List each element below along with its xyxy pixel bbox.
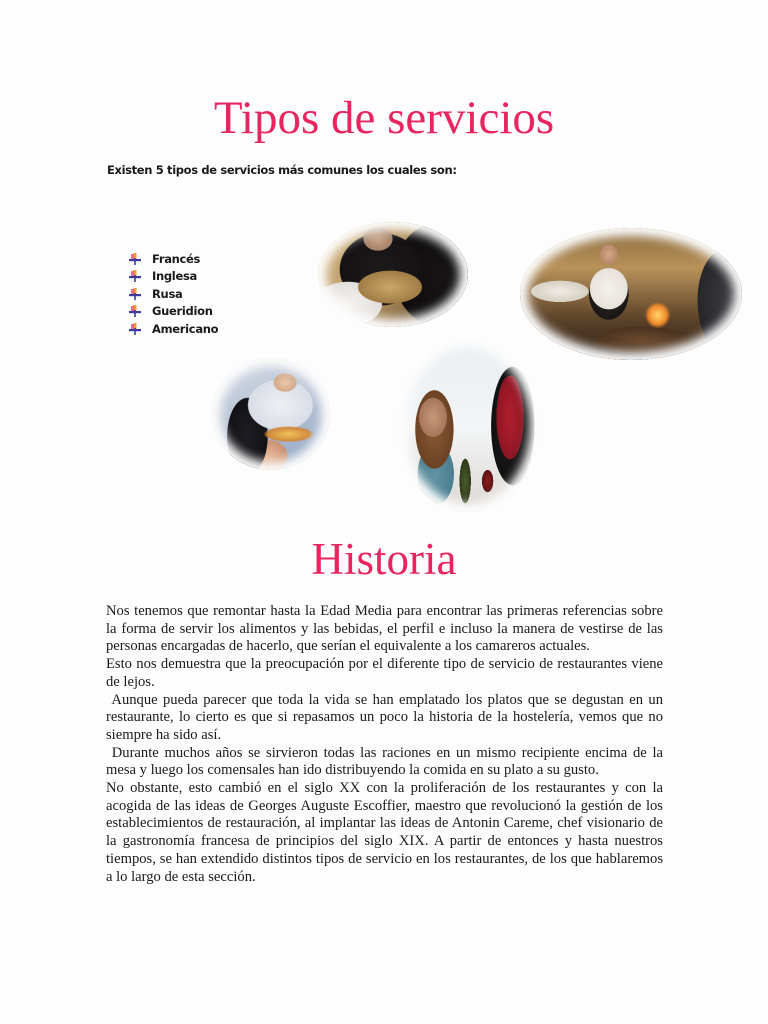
list-item bbox=[128, 320, 218, 338]
history-paragraph: Esto nos demuestra que la preocupación por el diferente tipo de servicio de restaurantes viene de lejos. bbox=[106, 656, 663, 690]
pushpin-bullet-icon bbox=[128, 287, 142, 301]
list-item bbox=[128, 303, 218, 321]
history-paragraph: Durante muchos años se sirvieron todas las raciones en un mismo recipiente encima de la mesa y luego los comensales han ido distribuyendo la comida en su plato a su gusto. bbox=[106, 744, 663, 779]
intro-text: Existen 5 tipos de servicios más comunes los cuales son: bbox=[107, 163, 457, 177]
list-item-label: Rusa bbox=[152, 286, 183, 301]
waiter-plating-photo bbox=[212, 358, 330, 470]
list-item-label: Francés bbox=[152, 251, 201, 266]
history-paragraph: Aunque pueda parecer que toda la vida se han emplatado los platos que se degustan en un restaurante, lo cierto es que si repasamos un poco la historia de la hostelería, vemos que no siempre ha sido así. bbox=[106, 691, 663, 743]
list-item-label: Inglesa bbox=[152, 269, 197, 284]
pushpin-bullet-icon bbox=[128, 269, 142, 283]
list-item-label: Americano bbox=[152, 321, 219, 336]
waiter-serving-woman-photo bbox=[398, 340, 538, 512]
history-paragraph: Nos tenemos que remontar hasta la Edad Media para encontrar las primeras referencias sobre la forma de servir los alimentos y las bebidas, el perfil e incluso la manera de vestirse de las personas encargadas de hacerlo, que serían el equivalente a los camareros actuales. bbox=[106, 603, 663, 655]
pushpin-bullet-icon bbox=[128, 252, 142, 266]
waiter-flambe-photo bbox=[520, 228, 742, 360]
list-item bbox=[128, 250, 218, 268]
service-types-list bbox=[128, 250, 218, 338]
pushpin-bullet-icon bbox=[128, 322, 142, 336]
history-paragraph: No obstante, esto cambió en el siglo XX con la proliferación de los restaurantes y con la acogida de las ideas de Georges Auguste Escoffier, maestro que revolucionó la gestión de los establecimientos de restauración, al implantar las ideas de Antonin Careme, chef visionario de la gastronomía francesa de principios del siglo XIX. A partir de entonces y hasta nuestros tiempos, se han extendido distintos tipos de servicio en los restaurantes, de los que hablaremos a lo largo de esta sección. bbox=[106, 780, 663, 885]
waiter-serving-platter-photo bbox=[318, 222, 468, 327]
section-title-historia: Historia bbox=[311, 534, 457, 584]
list-item-label: Gueridion bbox=[152, 304, 213, 319]
list-item bbox=[128, 268, 218, 286]
list-item bbox=[128, 285, 218, 303]
page-title: Tipos de servicios bbox=[213, 92, 555, 144]
pushpin-bullet-icon bbox=[128, 304, 142, 318]
history-body bbox=[106, 603, 663, 886]
